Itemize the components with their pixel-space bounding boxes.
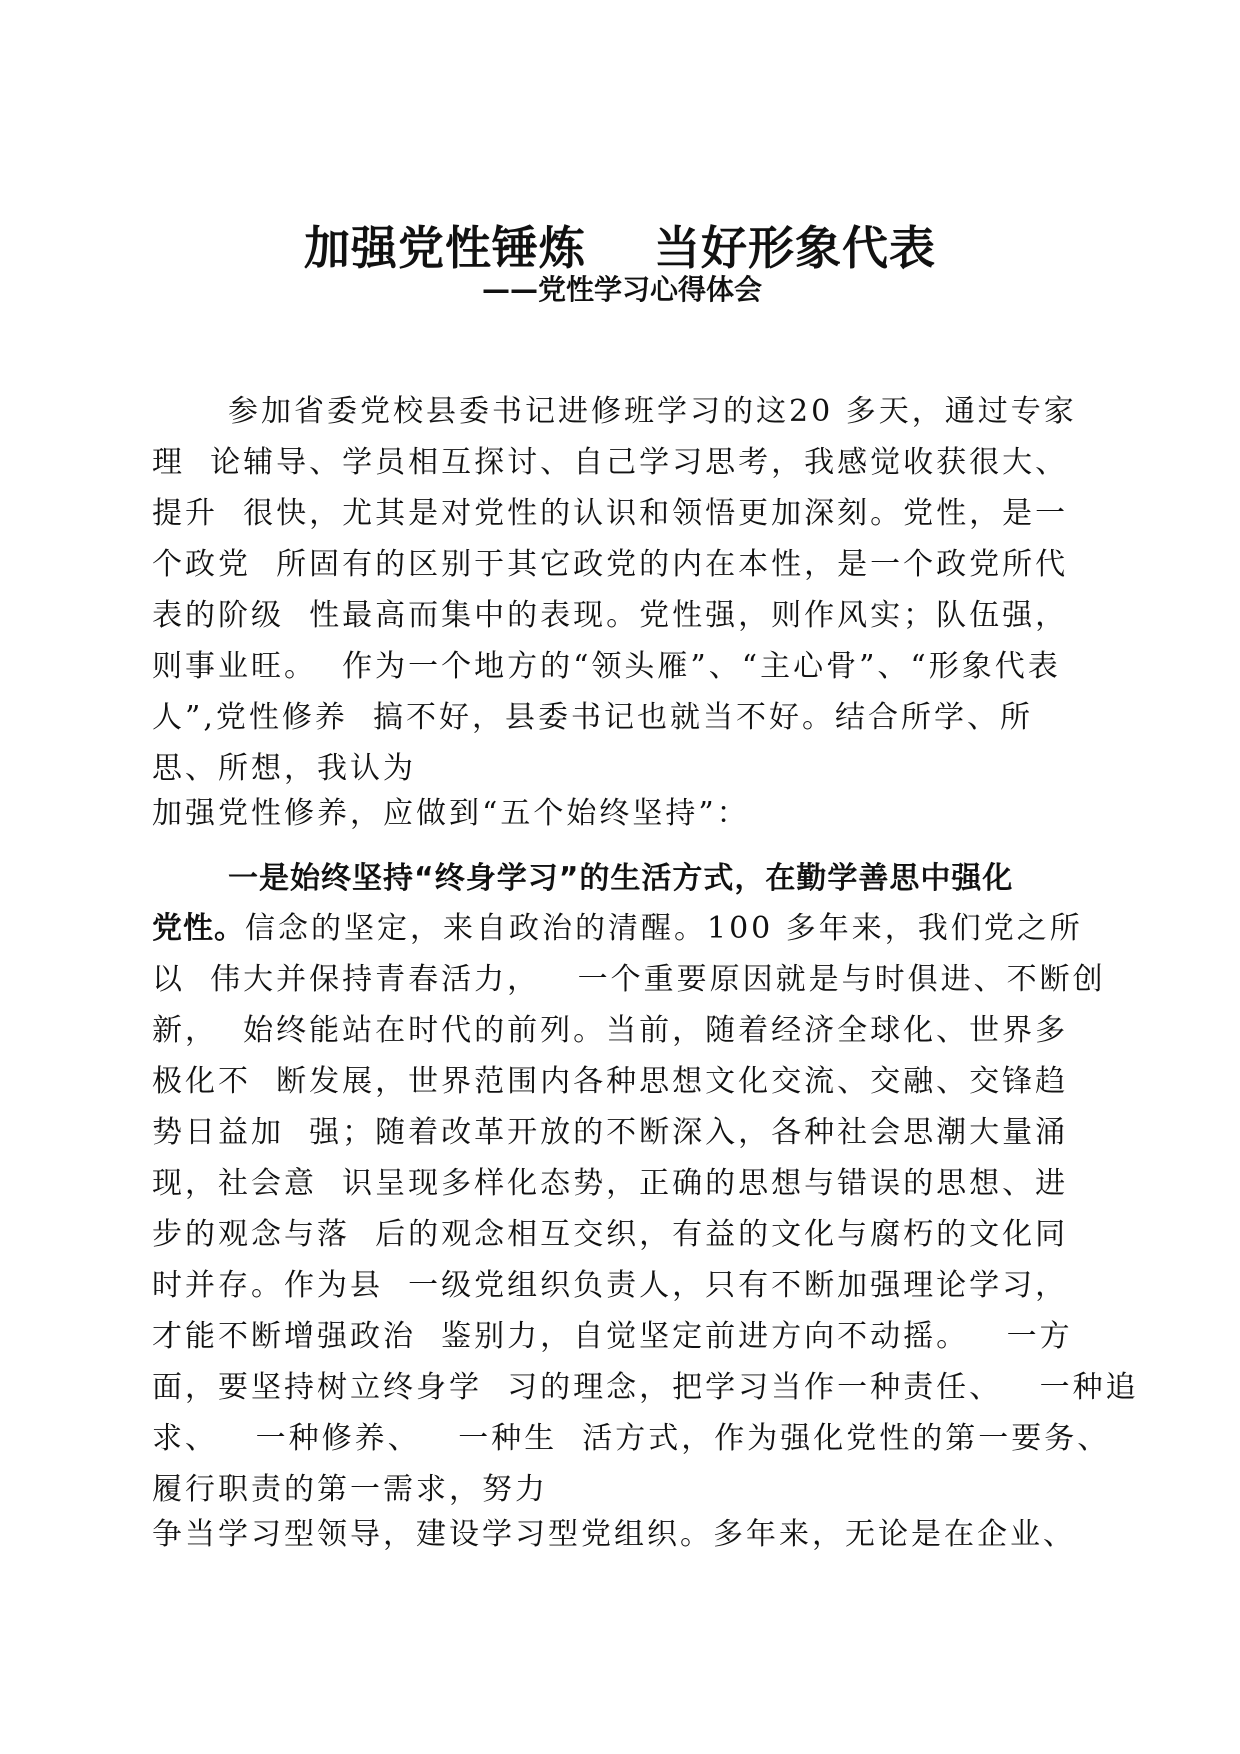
paragraph-line: 参加省委党校县委书记进修班学习的这20 多天，通过专家 [228,394,1077,429]
paragraph-line: 步的观念与落 后的观念相互交织，有益的文化与腐朽的文化同 [152,1217,1069,1252]
paragraph-heading-tail: 党性。 [152,911,245,946]
paragraph-line: 极化不 断发展，世界范围内各种思想文化交流、交融、交锋趋 [152,1064,1069,1099]
paragraph-line: 势日益加 强；随着改革开放的不断深入，各种社会思潮大量涌 [152,1115,1069,1150]
paragraph-line [152,910,1087,948]
document-title: 加强党性锤炼 当好形象代表 [303,221,937,275]
paragraph-line: 人”,党性修养 搞不好，县委书记也就当不好。结合所学、所 [152,700,1033,735]
paragraph-line: 以 伟大并保持青春活力， 一个重要原因就是与时俱进、不断创 [152,962,1106,997]
paragraph-line: 现，社会意 识呈现多样化态势，正确的思想与错误的思想、进 [152,1166,1069,1201]
paragraph-line: 表的阶级 性最高而集中的表现。党性强，则作风实；队伍强， [152,598,1069,633]
paragraph-line-text: 信念的坚定，来自政治的清醒。100 多年来，我们党之所 [245,911,1083,946]
paragraph-line: 思、所想，我认为 [152,751,416,786]
paragraph-line: 理 论辅导、学员相互探讨、自己学习思考，我感觉收获很大、 [152,445,1069,480]
paragraph-line: 新， 始终能站在时代的前列。当前，随着经济全球化、世界多 [152,1013,1069,1048]
paragraph-line: 求、 一种修养、 一种生 活方式，作为强化党性的第一要务、 [152,1421,1111,1456]
paragraph-line: 履行职责的第一需求，努力 [152,1472,548,1507]
paragraph-line: 个政党 所固有的区别于其它政党的内在本性，是一个政党所代 [152,547,1069,582]
paragraph-line: 面，要坚持树立终身学 习的理念，把学习当作一种责任、 一种追 [152,1370,1139,1405]
paragraph-line: 争当学习型领导，建设学习型党组织。多年来，无论是在企业、 [152,1517,1076,1552]
document-subtitle: ——党性学习心得体会 [482,273,763,306]
paragraph-line: 加强党性修养，应做到“五个始终坚持”： [152,796,750,831]
paragraph-line: 才能不断增强政治 鉴别力，自觉坚定前进方向不动摇。 一方 [152,1319,1073,1354]
paragraph-line: 时并存。作为县 一级党组织负责人，只有不断加强理论学习， [152,1268,1069,1303]
paragraph-heading: 一是始终坚持“终身学习”的生活方式，在勤学善思中强化 [228,861,1014,896]
paragraph-line: 则事业旺。 作为一个地方的“领头雁”、“主心骨”、“形象代表 [152,649,1061,684]
paragraph-line: 提升 很快，尤其是对党性的认识和领悟更加深刻。党性，是一 [152,496,1069,531]
